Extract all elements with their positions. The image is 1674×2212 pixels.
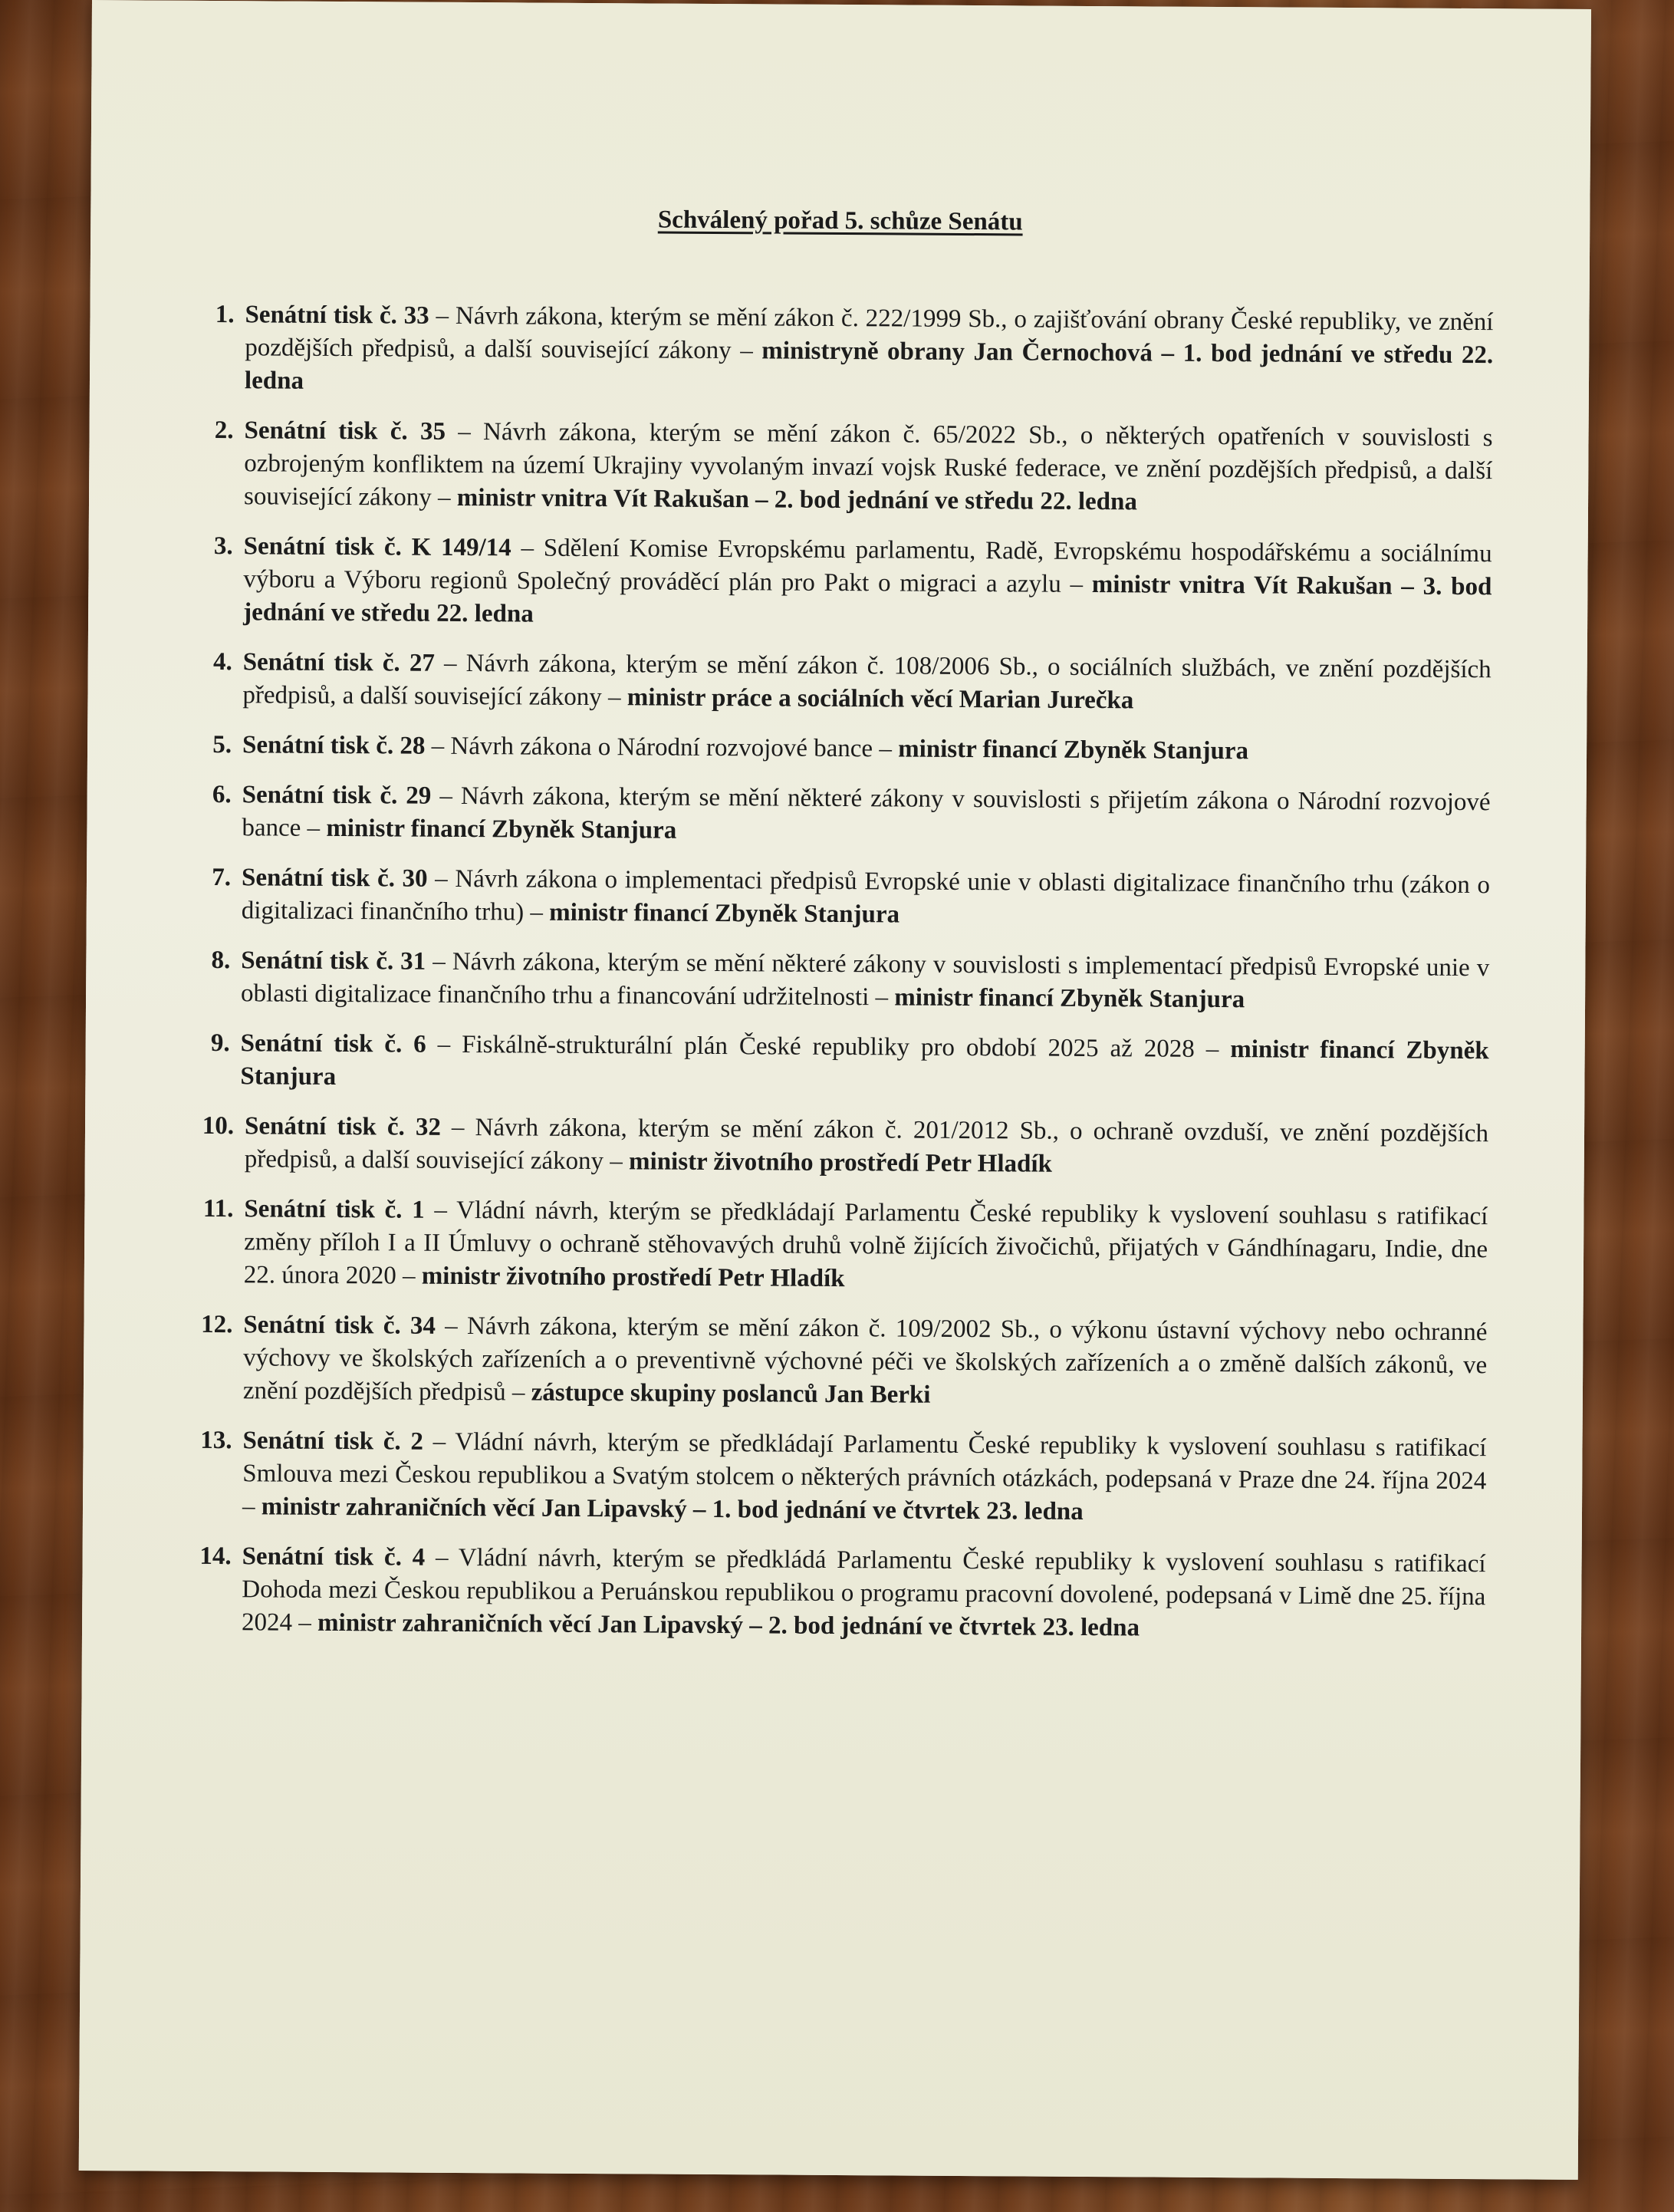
agenda-item-5 [201, 729, 1491, 769]
agenda-item-4 [201, 646, 1491, 719]
item-print: Senátní tisk č. 1 [244, 1195, 425, 1224]
item-number: 12. [201, 1310, 233, 1339]
item-print: Senátní tisk č. 30 [241, 864, 428, 893]
item-number: 10. [202, 1111, 235, 1141]
item-number: 2. [214, 416, 234, 445]
agenda-item-1 [203, 298, 1494, 405]
item-presenter: ministr vnitra Vít Rakušan – 2. bod jednání ve středu 22. ledna [456, 483, 1138, 516]
item-text: – Návrh zákona o implementaci předpisů Evropské unie v oblasti digitalizace finančního trhu (zákon o digitalizaci finančního trhu) – [241, 864, 1491, 927]
item-text: – Návrh zákona, kterým se mění zákon č. 108/2006 Sb., o sociálních službách, ve znění pozdějších předpisů, a další související zákony – [242, 649, 1491, 712]
item-number: 3. [213, 532, 233, 561]
item-number: 11. [202, 1194, 234, 1223]
agenda-item-14 [196, 1540, 1486, 1647]
item-text: – Návrh zákona, kterým se mění zákon č. 222/1999 Sb., o zajišťování obrany České republiky, ve znění pozdějších předpisů, a další související zákony – [245, 301, 1494, 365]
agenda-item-9 [199, 1027, 1488, 1101]
item-presenter: ministryně obrany Jan Černochová – 1. bod jednání ve středu 22. ledna [244, 337, 1494, 395]
item-presenter: zástupce skupiny poslanců Jan Berki [531, 1378, 931, 1409]
agenda-item-10 [199, 1110, 1488, 1183]
item-number: 13. [200, 1426, 232, 1455]
agenda-item-12 [197, 1308, 1488, 1415]
item-print: Senátní tisk č. 4 [242, 1542, 426, 1572]
item-print: Senátní tisk č. 33 [245, 301, 429, 330]
item-text: – Návrh zákona, kterým se mění některé zákony v souvislosti s přijetím zákona o Národní rozvojové bance – [242, 782, 1491, 842]
item-print: Senátní tisk č. K 149/14 [243, 532, 511, 562]
item-number: 4. [212, 648, 232, 676]
agenda-item-8 [199, 944, 1489, 1018]
item-text: – Návrh zákona, kterým se mění zákon č. 201/2012 Sb., o ochraně ovzduší, ve znění pozdějších předpisů, a další související zákony – [244, 1113, 1489, 1176]
item-print: Senátní tisk č. 35 [244, 416, 446, 446]
item-presenter: ministr životního prostředí Petr Hladík [421, 1262, 845, 1293]
item-presenter: ministr vnitra Vít Rakušan – 3. bod jednání ve středu 22. ledna [243, 571, 1492, 628]
item-number: 8. [211, 946, 231, 975]
document-title: Schválený pořad 5. schůze Senátu [657, 206, 1023, 236]
agenda-item-3 [202, 530, 1492, 637]
item-text: – Sdělení Komise Evropskému parlamentu, Radě, Evropskému hospodářskému a sociálnímu výboru a Výboru regionů Společný prováděcí plán pro Pakt o migraci a azylu – [243, 534, 1492, 599]
item-print: Senátní tisk č. 28 [242, 731, 426, 760]
item-number: 1. [215, 301, 235, 329]
item-presenter: ministr financí Zbyněk Stanjura [898, 735, 1249, 765]
item-print: Senátní tisk č. 31 [241, 946, 426, 976]
item-text: – Návrh zákona, kterým se mění zákon č. 109/2002 Sb., o výkonu ústavní výchovy nebo ochranné výchovy ve školských zařízeních a o preventivně výchovné péči ve školských zařízeních a o změně dalších zákonů, ve znění pozdějších předpisů – [242, 1312, 1488, 1407]
item-presenter: ministr financí Zbyněk Stanjura [326, 814, 677, 844]
item-number: 9. [210, 1029, 230, 1058]
item-print: Senátní tisk č. 2 [242, 1427, 424, 1456]
item-print: Senátní tisk č. 29 [242, 781, 432, 810]
agenda-item-13 [196, 1424, 1487, 1531]
item-text: – Návrh zákona, kterým se mění některé zákony v souvislosti s implementací předpisů Evropské unie v oblasti digitalizace finančního trhu a financování udržitelnosti – [240, 947, 1490, 1012]
item-print: Senátní tisk č. 32 [244, 1112, 442, 1141]
item-presenter: ministr zahraničních věcí Jan Lipavský – 2. bod jednání ve čtvrtek 23. ledna [317, 1608, 1140, 1642]
item-text: – Vládní návrh, kterým se předkládají Parlamentu České republiky k vyslovení souhlasu s ratifikací změny příloh I a II Úmluvy o ochraně stěhovavých druhů volně žijících živočichů, přijatých v Gándhínagaru, Indie, dne 22. února 2020 – [243, 1196, 1488, 1290]
item-presenter: ministr životního prostředí Petr Hladík [628, 1147, 1053, 1178]
agenda-item-2 [202, 414, 1493, 521]
item-presenter: ministr financí Zbyněk Stanjura [240, 1035, 1489, 1091]
item-text: – Návrh zákona, kterým se mění zákon č. 65/2022 Sb., o některých opatřeních v souvislosti s ozbrojeným konfliktem na území Ukrajiny vyvolaným invazí vojsk Ruské federace, ve znění pozdějších předpisů, a další související zákony – [243, 417, 1493, 512]
item-print: Senátní tisk č. 27 [242, 648, 435, 677]
item-presenter: ministr financí Zbyněk Stanjura [894, 983, 1245, 1014]
item-text: – Návrh zákona o Národní rozvojové bance – [425, 732, 899, 763]
item-print: Senátní tisk č. 34 [243, 1311, 436, 1340]
item-text: – Vládní návrh, kterým se předkládají Parlamentu České republiky k vyslovení souhlasu s ratifikací Smlouva mezi Českou republikou a Svatým stolcem o některých právních otázkách, podepsaná v Praze dne 24. října 2024 – [242, 1427, 1487, 1521]
item-number: 7. [212, 864, 232, 892]
agenda-item-11 [198, 1193, 1488, 1299]
item-number: 5. [212, 731, 232, 759]
item-print: Senátní tisk č. 6 [240, 1029, 426, 1058]
item-number: 14. [199, 1542, 232, 1571]
document-page [79, 0, 1591, 2180]
item-presenter: ministr práce a sociálních věcí Marian Jurečka [627, 683, 1134, 715]
item-presenter: ministr zahraničních věcí Jan Lipavský – 1. bod jednání ve čtvrtek 23. ledna [261, 1493, 1084, 1526]
item-text: – Vládní návrh, kterým se předkládá Parlamentu České republiky k vyslovení souhlasu s ratifikací Dohoda mezi Českou republikou a Peruánskou republikou o programu pracovní dovolené, podepsaná v Limě dne 25. října 2024 – [241, 1543, 1486, 1637]
agenda-item-6 [200, 778, 1490, 852]
item-text: – Fiskálně-strukturální plán České republiky pro období 2025 až 2028 – [426, 1030, 1231, 1064]
item-presenter: ministr financí Zbyněk Stanjura [549, 898, 900, 929]
agenda-item-7 [200, 861, 1490, 935]
agenda-list [196, 298, 1494, 1664]
item-number: 6. [212, 781, 232, 809]
